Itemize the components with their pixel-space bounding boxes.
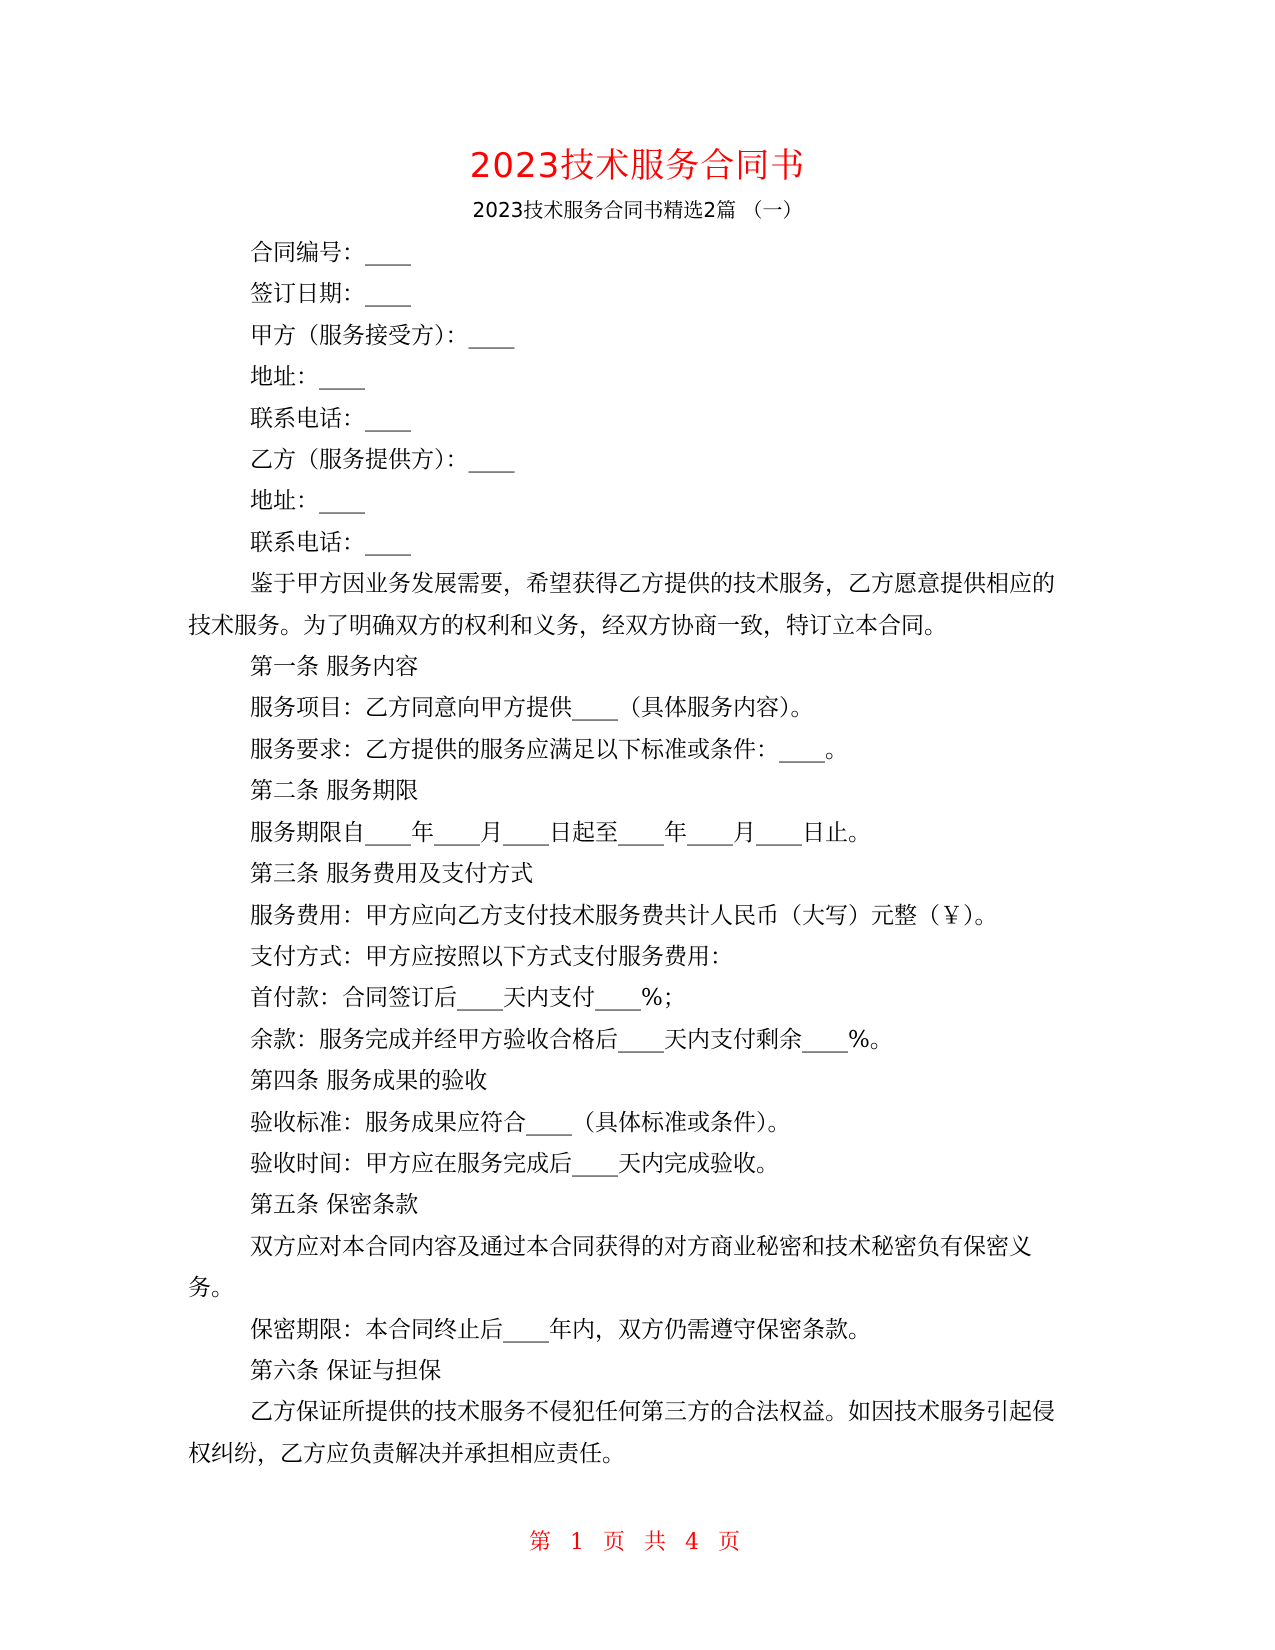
party-b-line: 乙方（服务提供方）：____ bbox=[250, 447, 515, 474]
service-term-line: 服务期限自____年____月____日起至____年____月____日止。 bbox=[250, 819, 871, 846]
document-title: 2023技术服务合同书 bbox=[469, 146, 806, 186]
service-requirement-line: 服务要求：乙方提供的服务应满足以下标准或条件：____。 bbox=[250, 736, 848, 763]
article-6-heading: 第六条 保证与担保 bbox=[250, 1357, 442, 1384]
document-body bbox=[188, 233, 1068, 1475]
balance-payment-line: 余款：服务完成并经甲方验收合格后____天内支付剩余____%。 bbox=[250, 1026, 893, 1053]
party-a-address-line: 地址：____ bbox=[250, 364, 365, 391]
article-1-heading: 第一条 服务内容 bbox=[250, 654, 419, 681]
page-number-footer: 第 1 页 共 4 页 bbox=[529, 1530, 746, 1555]
payment-method-line: 支付方式：甲方应按照以下方式支付服务费用： bbox=[250, 943, 733, 970]
preamble-paragraph: 鉴于甲方因业务发展需要，希望获得乙方提供的技术服务，乙方愿意提供相应的技术服务。为了明确双方的权利和义务，经双方协商一致，特订立本合同。 bbox=[188, 571, 1055, 639]
contract-number-line: 合同编号：____ bbox=[250, 240, 411, 266]
article-4-heading: 第四条 服务成果的验收 bbox=[250, 1068, 488, 1095]
party-a-line: 甲方（服务接受方）：____ bbox=[250, 322, 515, 349]
signing-date-line: 签订日期：____ bbox=[250, 281, 411, 308]
party-b-address-line: 地址：____ bbox=[250, 488, 365, 515]
acceptance-standard-line: 验收标准：服务成果应符合____（具体标准或条件）。 bbox=[250, 1109, 791, 1136]
acceptance-time-line: 验收时间：甲方应在服务完成后____天内完成验收。 bbox=[250, 1150, 779, 1177]
warranty-paragraph: 乙方保证所提供的技术服务不侵犯任何第三方的合法权益。如因技术服务引起侵权纠纷，乙方应负责解决并承担相应责任。 bbox=[188, 1399, 1055, 1467]
document-subtitle: 2023技术服务合同书精选2篇 （一） bbox=[472, 198, 803, 222]
confidentiality-period-line: 保密期限：本合同终止后____年内，双方仍需遵守保密条款。 bbox=[250, 1316, 871, 1343]
party-a-phone-line: 联系电话：____ bbox=[250, 405, 411, 432]
party-b-phone-line: 联系电话：____ bbox=[250, 529, 411, 556]
article-3-heading: 第三条 服务费用及支付方式 bbox=[250, 861, 534, 888]
confidentiality-paragraph: 双方应对本合同内容及通过本合同获得的对方商业秘密和技术秘密负有保密义务。 bbox=[188, 1233, 1032, 1302]
service-fee-line: 服务费用：甲方应向乙方支付技术服务费共计人民币（大写）元整（￥）。 bbox=[250, 902, 998, 929]
article-5-heading: 第五条 保密条款 bbox=[250, 1192, 419, 1219]
service-item-line: 服务项目：乙方同意向甲方提供____（具体服务内容）。 bbox=[250, 695, 814, 722]
article-2-heading: 第二条 服务期限 bbox=[250, 778, 419, 805]
down-payment-line: 首付款：合同签订后____天内支付____%； bbox=[250, 985, 686, 1012]
